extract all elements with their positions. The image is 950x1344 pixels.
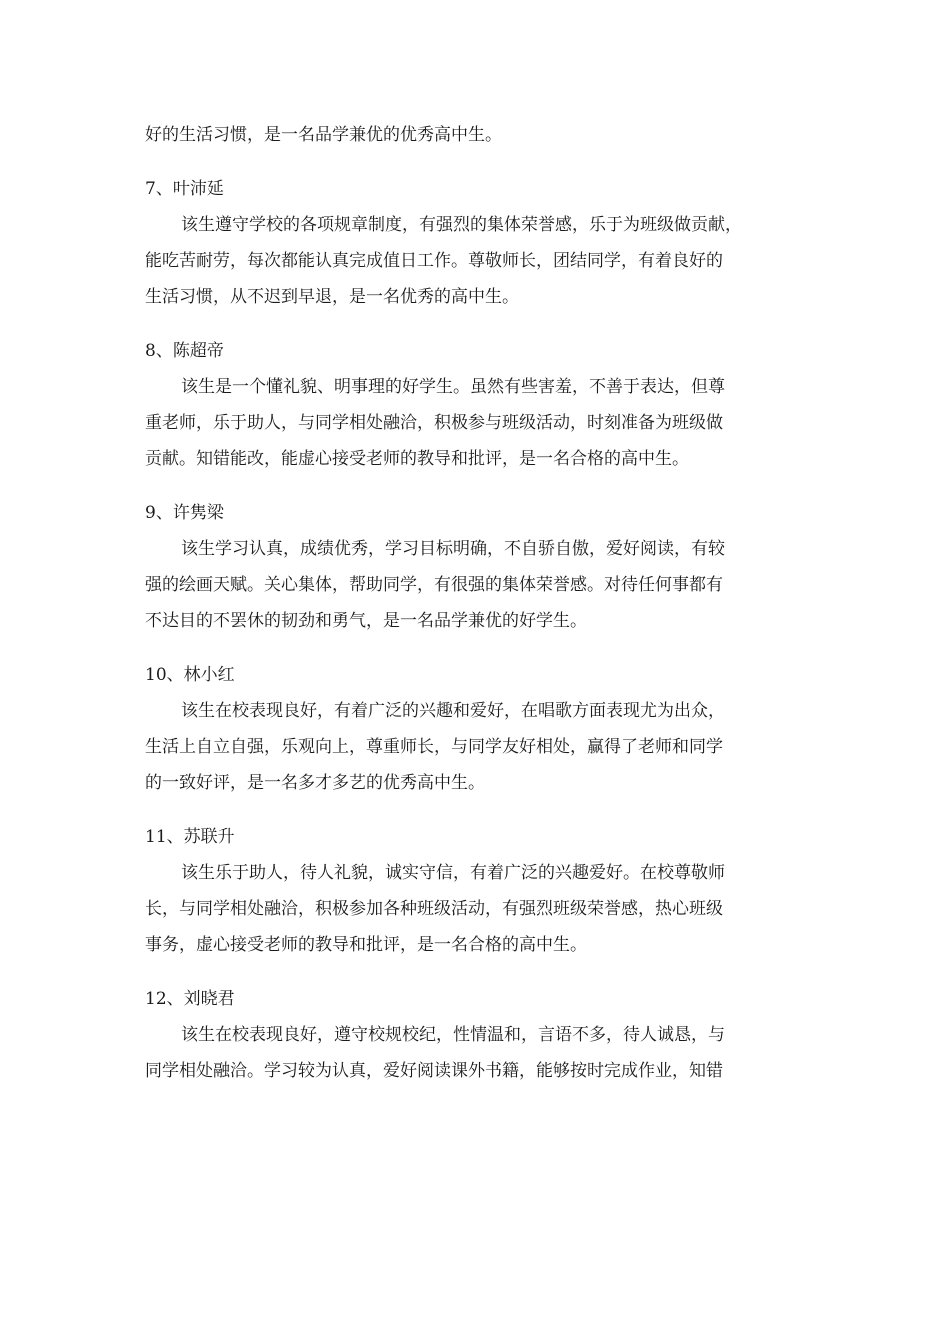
paragraph-line: 不达目的不罢休的韧劲和勇气，是一名品学兼优的好学生。 (145, 611, 587, 631)
entry-paragraph (145, 531, 805, 639)
entry-paragraph (145, 855, 805, 963)
entry-heading: 12、刘晓君 (145, 989, 235, 1009)
paragraph-line: 的一致好评，是一名多才多艺的优秀高中生。 (145, 773, 485, 793)
entry-section (145, 495, 805, 639)
paragraph-line: 贡献。知错能改，能虚心接受老师的教导和批评，是一名合格的高中生。 (145, 449, 689, 469)
paragraph-line: 该生遵守学校的各项规章制度，有强烈的集体荣誉感，乐于为班级做贡献， (181, 215, 742, 235)
entry-paragraph (145, 693, 805, 801)
entry-heading: 7、叶沛延 (145, 179, 224, 199)
paragraph-line: 该生乐于助人，待人礼貌，诚实守信，有着广泛的兴趣爱好。在校尊敬师 (181, 863, 725, 883)
paragraph-line: 强的绘画天赋。关心集体，帮助同学，有很强的集体荣誉感。对待任何事都有 (145, 575, 723, 595)
paragraph-line: 该生在校表现良好，遵守校规校纪，性情温和，言语不多，待人诚恳，与 (181, 1025, 725, 1045)
paragraph-line: 该生在校表现良好，有着广泛的兴趣和爱好，在唱歌方面表现尤为出众， (181, 701, 725, 721)
paragraph-line: 生活习惯，从不迟到早退，是一名优秀的高中生。 (145, 287, 519, 307)
paragraph-line: 该生学习认真，成绩优秀，学习目标明确，不自骄自傲，爱好阅读，有较 (181, 539, 725, 559)
paragraph-line: 事务，虚心接受老师的教导和批评，是一名合格的高中生。 (145, 935, 587, 955)
paragraph-line: 同学相处融洽。学习较为认真，爱好阅读课外书籍，能够按时完成作业，知错 (145, 1061, 723, 1081)
entry-paragraph (145, 1017, 805, 1089)
paragraph-line: 生活上自立自强，乐观向上，尊重师长，与同学友好相处，赢得了老师和同学 (145, 737, 723, 757)
entry-paragraph (145, 207, 805, 315)
entry-section (145, 333, 805, 477)
entry-heading: 9、许隽梁 (145, 503, 224, 523)
entry-section (145, 657, 805, 801)
document-body (145, 117, 805, 1089)
paragraph-line: 能吃苦耐劳，每次都能认真完成值日工作。尊敬师长，团结同学，有着良好的 (145, 251, 723, 271)
entry-section (145, 819, 805, 963)
entry-heading: 8、陈超帝 (145, 341, 224, 361)
entry-section (145, 981, 805, 1089)
paragraph-line: 长，与同学相处融洽，积极参加各种班级活动，有强烈班级荣誉感，热心班级 (145, 899, 723, 919)
entry-section (145, 171, 805, 315)
paragraph-line: 重老师，乐于助人，与同学相处融洽，积极参与班级活动，时刻准备为班级做 (145, 413, 723, 433)
intro-tail-line: 好的生活习惯，是一名品学兼优的优秀高中生。 (145, 125, 502, 145)
paragraph-line: 该生是一个懂礼貌、明事理的好学生。虽然有些害羞，不善于表达，但尊 (181, 377, 725, 397)
entry-heading: 10、林小红 (145, 665, 235, 685)
entry-heading: 11、苏联升 (145, 827, 235, 847)
entry-paragraph (145, 369, 805, 477)
